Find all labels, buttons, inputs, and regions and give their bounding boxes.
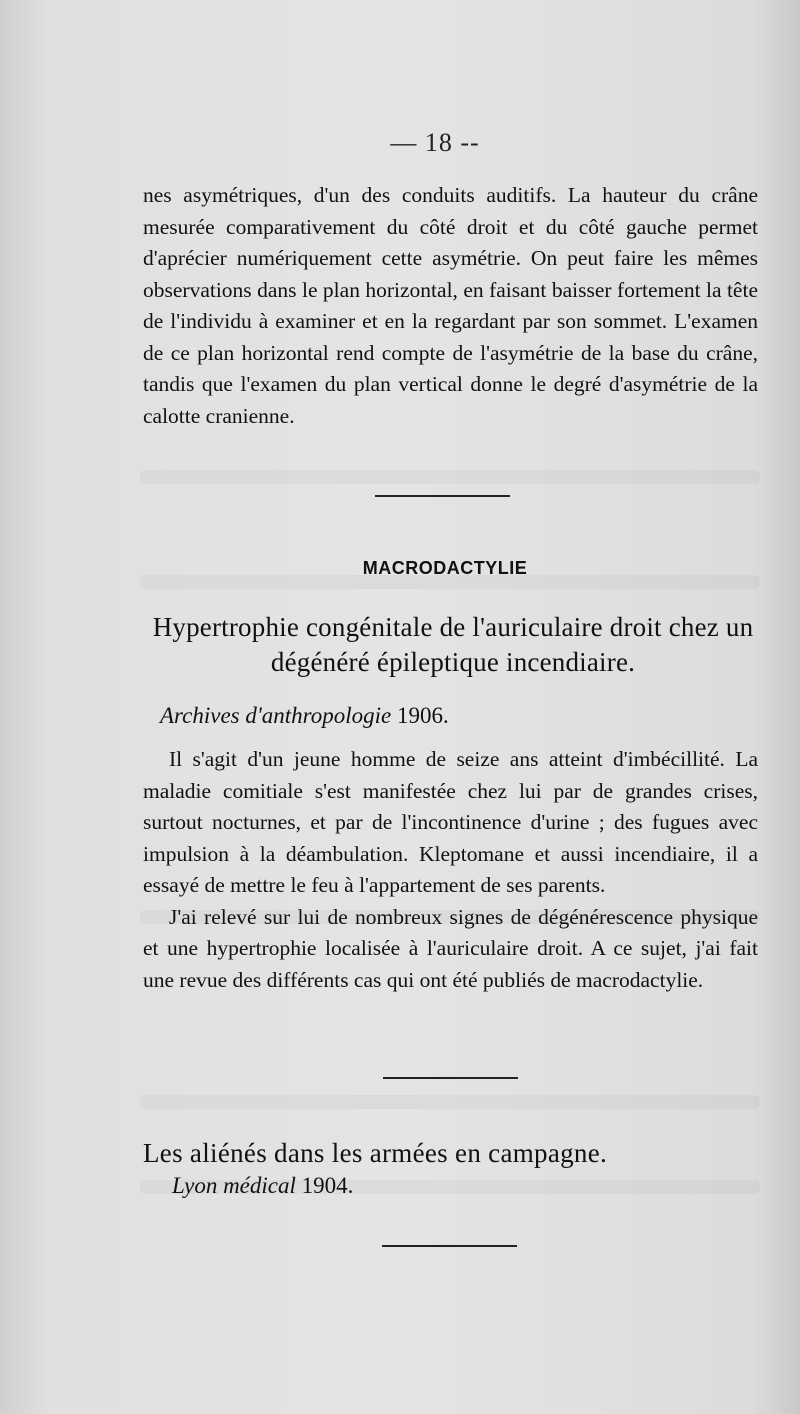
continuation-paragraph: nes asymétriques, d'un des conduits auditifs. La hauteur du crâne mesurée comparativement du côté droit et du côté gauche permet d'aprécier numériquement cette asymétrie. On peut faire les mêmes observations dans le plan horizontal, en faisant baisser fortement la tête de l'individu à examiner et en la regardant par son sommet. L'examen de ce plan horizontal rend compte de l'asymétrie de la base du crâne, tandis que l'examen du plan vertical donne le degré d'asymétrie de la calotte cranienne.: [143, 183, 758, 428]
article-source: [160, 703, 449, 729]
source-year: 1906.: [397, 703, 449, 728]
section-divider: [382, 1245, 517, 1247]
source-year: 1904.: [301, 1173, 354, 1198]
source-journal: Archives d'anthropologie: [160, 703, 392, 728]
continuation-text: [143, 180, 758, 432]
section-divider: [383, 1077, 518, 1079]
page-number: — 18 --: [390, 128, 480, 157]
article-body: [143, 744, 758, 996]
body-paragraph: Il s'agit d'un jeune homme de seize ans atteint d'imbécillité. La maladie comitiale s'est manifestée chez lui par de grandes crises, surtout nocturnes, et par de l'incontinence d'urine ; des fugues avec impulsion à la déambulation. Kleptomane et aussi incendiaire, il a essayé de mettre le feu à l'appartement de ses parents.: [143, 747, 758, 897]
body-paragraph: J'ai relevé sur lui de nombreux signes de dégénérescence physique et une hypertrophie localisée à l'auriculaire droit. A ce sujet, j'ai fait une revue des différents cas qui ont été publiés de macrodactylie.: [143, 904, 758, 992]
bleed-through-mark: [140, 1095, 760, 1109]
article-source-2: [172, 1173, 353, 1199]
section-divider: [375, 495, 510, 497]
section-heading: MACRODACTYLIE: [362, 558, 528, 578]
article-title-2: Les aliénés dans les armées en campagne.: [143, 1138, 608, 1168]
bleed-through-mark: [140, 470, 760, 484]
article-title: Hypertrophie congénitale de l'auriculaire droit chez un dégénéré épileptique incendiaire.: [152, 612, 754, 677]
source-journal: Lyon médical: [172, 1173, 296, 1198]
